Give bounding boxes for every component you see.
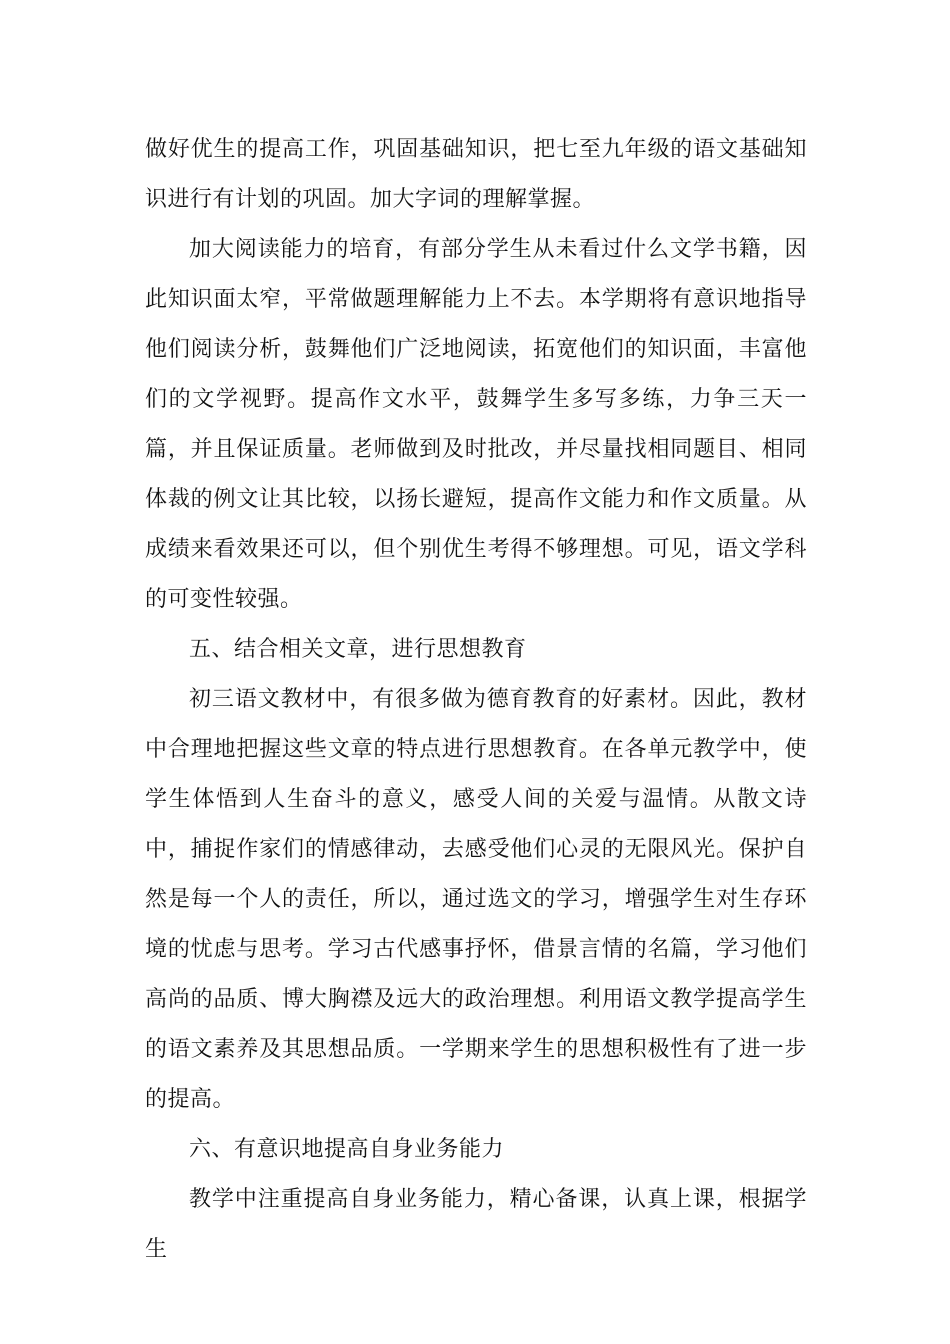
section-heading-six: 六、有意识地提高自身业务能力: [189, 1137, 505, 1162]
paragraph-professional-ability: 教学中注重提高自身业务能力，精心备课，认真上课，根据学生: [145, 1187, 807, 1262]
paragraph-moral-education: 初三语文教材中，有很多做为德育教育的好素材。因此，教材中合理地把握这些文章的特点进行思想教育。在各单元教学中，使学生体悟到人生奋斗的意义，感受人间的关爱与温情。从散文诗中，捕捉作家们的情感律动，去感受他们心灵的无限风光。保护自然是每一个人的责任，所以，通过选文的学习，增强学生对生存环境的忧虑与思考。学习古代感事抒怀，借景言情的名篇，学习他们高尚的品质、博大胸襟及远大的政治理想。利用语文教学提高学生的语文素养及其思想品质。一学期来学生的思想积极性有了进一步的提高。: [145, 687, 807, 1112]
paragraph-continued: 做好优生的提高工作，巩固基础知识，把七至九年级的语文基础知识进行有计划的巩固。加大字词的理解掌握。: [145, 137, 807, 212]
paragraph-reading: 加大阅读能力的培育，有部分学生从未看过什么文学书籍，因此知识面太窄，平常做题理解能力上不去。本学期将有意识地指导他们阅读分析，鼓舞他们广泛地阅读，拓宽他们的知识面，丰富他们的文学视野。提高作文水平，鼓舞学生多写多练，力争三天一篇，并且保证质量。老师做到及时批改，并尽量找相同题目、相同体裁的例文让其比较，以扬长避短，提高作文能力和作文质量。从成绩来看效果还可以，但个别优生考得不够理想。可见，语文学科的可变性较强。: [145, 237, 807, 612]
document-body: [145, 125, 807, 1275]
section-heading-five: 五、结合相关文章，进行思想教育: [189, 637, 527, 662]
